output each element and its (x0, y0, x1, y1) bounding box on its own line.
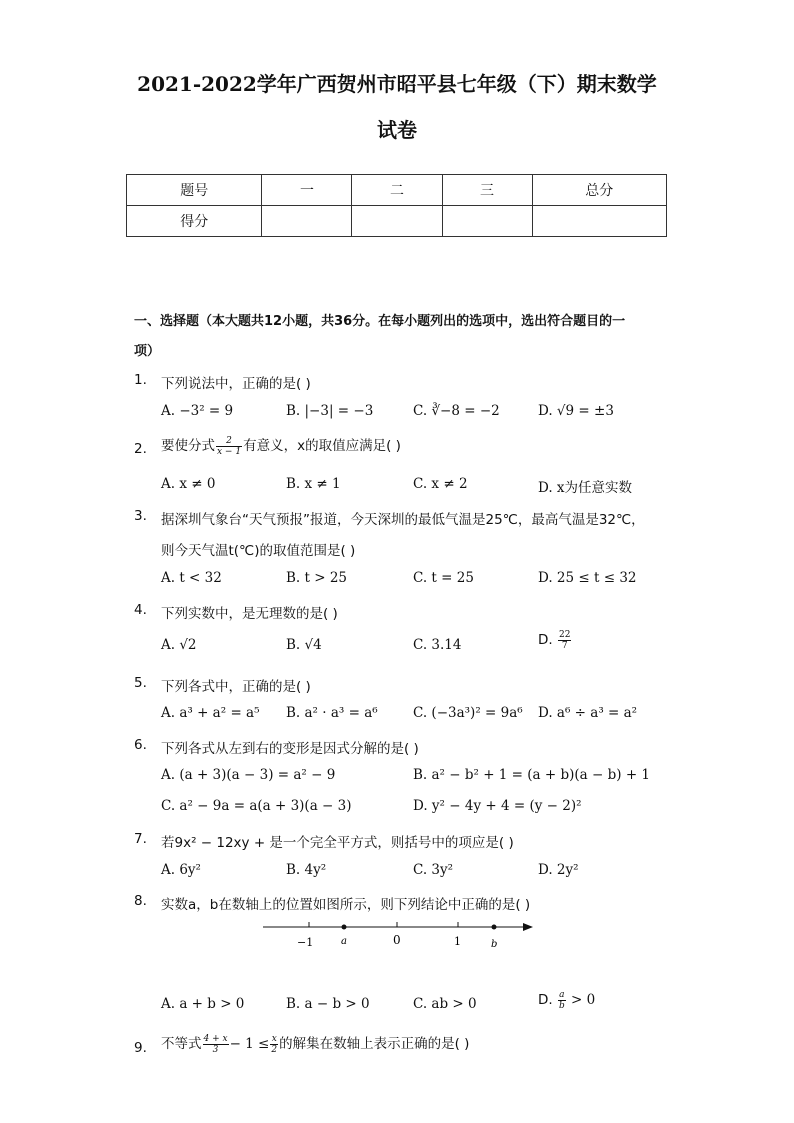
fraction-denominator: 2 (271, 1044, 278, 1055)
number-line-figure (255, 912, 545, 957)
question-stem: 下列实数中，是无理数的是( ) (161, 606, 338, 622)
option-a[interactable]: A. 6y² (161, 862, 201, 878)
section-heading-line1: 一、选择题（本大题共12小题，共36分。在每小题列出的选项中，选出符合题目的一 (134, 314, 626, 329)
fraction-denominator: x − 1 (217, 446, 242, 457)
score-header-cell: 总分 (532, 175, 666, 206)
score-header-cell: 二 (352, 175, 442, 206)
fraction-denominator: 3 (212, 1044, 219, 1055)
option-a[interactable]: A. a + b > 0 (161, 996, 245, 1012)
question-number: 6. (134, 737, 147, 753)
score-cell[interactable] (352, 206, 442, 237)
option-a[interactable]: A. √2 (161, 637, 197, 653)
option-c[interactable]: C. x ≠ 2 (413, 476, 468, 492)
option-a[interactable]: A. (a + 3)(a − 3) = a² − 9 (161, 767, 336, 783)
option-d[interactable]: D. x为任意实数 (538, 480, 633, 496)
page-title-line2: 试卷 (377, 118, 417, 142)
option-tail: > 0 (571, 992, 596, 1008)
option-c[interactable]: C. ab > 0 (413, 996, 477, 1012)
option-c[interactable]: C. (−3a³)² = 9a⁶ (413, 705, 523, 721)
tick-label-zero: 0 (393, 933, 401, 947)
question-stem (161, 1032, 469, 1055)
option-d[interactable] (538, 990, 595, 1011)
question-number: 2. (134, 441, 147, 457)
option-b[interactable]: B. a − b > 0 (286, 996, 370, 1012)
score-table (126, 174, 667, 237)
stem-math: − 1 ≤ (229, 1036, 270, 1052)
question-stem: 若9x² − 12xy + 是一个完全平方式，则括号中的项应是( ) (161, 835, 514, 851)
fraction-numerator: 22 (558, 630, 571, 640)
fraction-denominator: b (558, 1001, 565, 1011)
score-cell[interactable] (442, 206, 532, 237)
fraction (558, 630, 571, 651)
number-line-arrow (523, 923, 533, 931)
option-letter: D. (538, 992, 553, 1008)
option-d[interactable]: D. √9 = ±3 (538, 403, 614, 419)
stem-text: 要使分式 (161, 438, 215, 454)
option-d[interactable]: D. 25 ≤ t ≤ 32 (538, 570, 637, 586)
question-stem: 据深圳气象台“天气预报”报道，今天深圳的最低气温是25℃，最高气温是32℃， (161, 512, 645, 528)
question-number: 1. (134, 372, 147, 388)
score-row-label: 得分 (127, 206, 262, 237)
option-b[interactable]: B. |−3| = −3 (286, 403, 374, 419)
score-cell[interactable] (532, 206, 666, 237)
option-d[interactable]: D. y² − 4y + 4 = (y − 2)² (413, 798, 582, 814)
option-a[interactable]: A. a³ + a² = a⁵ (161, 705, 260, 721)
fraction (558, 990, 566, 1011)
score-header-cell: 三 (442, 175, 532, 206)
option-c[interactable]: C. 3y² (413, 862, 454, 878)
fraction (216, 436, 242, 457)
point-a-dot (342, 925, 347, 930)
question-number: 7. (134, 831, 147, 847)
page-title-line1: 2021-2022学年广西贺州市昭平县七年级（下）期末数学 (137, 72, 657, 96)
fraction-numerator: 2 (216, 436, 242, 447)
option-a[interactable]: A. t < 32 (161, 570, 222, 586)
question-stem: 下列说法中，正确的是( ) (161, 376, 311, 392)
score-table-row (127, 206, 667, 237)
question-number: 8. (134, 893, 147, 909)
fraction-numerator: 4 + x (203, 1033, 228, 1044)
option-d[interactable]: D. 2y² (538, 862, 579, 878)
option-letter: D. (538, 632, 553, 648)
option-c[interactable]: C. ∛−8 = −2 (413, 403, 500, 419)
tick-label-one: 1 (454, 935, 461, 948)
option-b[interactable]: B. x ≠ 1 (286, 476, 341, 492)
question-stem-line2: 则今天气温t(℃)的取值范围是( ) (161, 543, 356, 559)
question-stem: 下列各式从左到右的变形是因式分解的是( ) (161, 741, 419, 757)
fraction-denominator: 7 (561, 641, 568, 651)
point-b-dot (492, 925, 497, 930)
score-cell[interactable] (262, 206, 352, 237)
question-stem: 实数a，b在数轴上的位置如图所示，则下列结论中正确的是( ) (161, 897, 531, 913)
option-a[interactable]: A. −3² = 9 (161, 403, 234, 419)
fraction (270, 1034, 278, 1055)
option-a[interactable]: A. x ≠ 0 (161, 476, 216, 492)
option-b[interactable]: B. a² · a³ = a⁶ (286, 705, 378, 721)
fraction-numerator: a (559, 990, 565, 1000)
option-b[interactable]: B. t > 25 (286, 570, 348, 586)
option-d[interactable]: D. a⁶ ÷ a³ = a² (538, 705, 638, 721)
question-number: 9. (134, 1040, 147, 1056)
fraction (203, 1034, 229, 1055)
fraction-numerator: x (271, 1033, 277, 1044)
point-a-label: a (341, 936, 347, 947)
option-c[interactable]: C. t = 25 (413, 570, 474, 586)
stem-text: 不等式 (161, 1036, 202, 1052)
tick-label-neg1: −1 (297, 936, 314, 949)
option-c[interactable]: C. a² − 9a = a(a + 3)(a − 3) (161, 798, 352, 814)
stem-text: 有意义，x的取值应满足( ) (243, 438, 401, 454)
section-heading-line2: 项） (134, 344, 161, 359)
option-b[interactable]: B. 4y² (286, 862, 327, 878)
question-stem (161, 434, 401, 457)
question-stem: 下列各式中，正确的是( ) (161, 679, 311, 695)
stem-text: 的解集在数轴上表示正确的是( ) (279, 1036, 470, 1052)
score-table-header-row (127, 175, 667, 206)
point-b-label: b (491, 939, 498, 950)
score-header-cell: 一 (262, 175, 352, 206)
question-number: 5. (134, 675, 147, 691)
option-d[interactable] (538, 630, 572, 651)
option-c[interactable]: C. 3.14 (413, 637, 462, 653)
question-number: 3. (134, 508, 147, 524)
option-b[interactable]: B. a² − b² + 1 = (a + b)(a − b) + 1 (413, 767, 651, 783)
question-number: 4. (134, 602, 147, 618)
option-b[interactable]: B. √4 (286, 637, 322, 653)
score-header-cell: 题号 (127, 175, 262, 206)
